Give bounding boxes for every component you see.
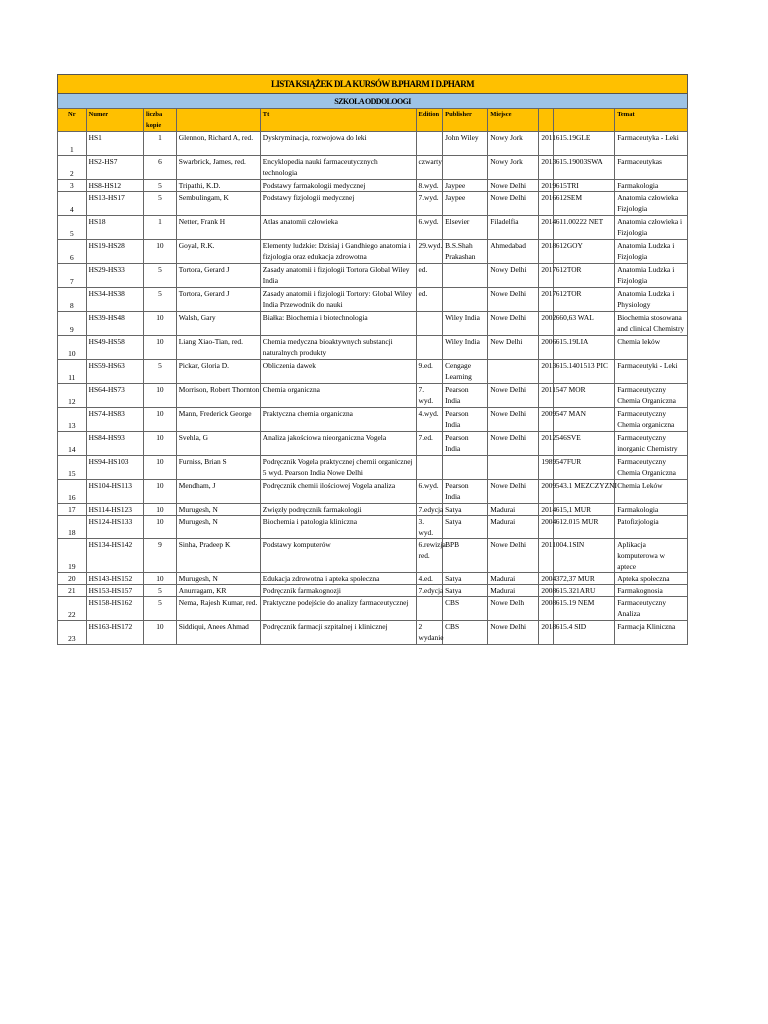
row-miejsce: Nowe Delhi: [488, 621, 539, 645]
table-row: [58, 216, 688, 240]
row-rok: 2004: [539, 516, 553, 539]
sheet-subtitle: SZKOLA ODDOLOOGI: [57, 93, 688, 108]
row-sygnatura2: 615.19GLE: [553, 132, 614, 156]
row-tytul: Podręcznik farmacji szpitalnej i klinicznej: [260, 621, 416, 645]
row-number: 16: [58, 480, 87, 504]
row-sygnatura2: 615,1 MUR: [553, 504, 614, 516]
row-sygnatura2: 547 MAN: [553, 408, 614, 432]
row-temat: Anatomia człowieka Fizjologia: [615, 192, 688, 216]
row-temat: Farmaceutyka - Leki: [615, 132, 688, 156]
row-edition: 29.wyd.: [416, 240, 443, 264]
row-rok: 2013: [539, 360, 553, 384]
row-publisher: Satya: [443, 516, 488, 539]
row-sygnatura2: 615.4 SID: [553, 621, 614, 645]
header-num: Nr: [58, 109, 87, 132]
row-publisher: John Wiley: [443, 132, 488, 156]
row-publisher: CBS: [443, 621, 488, 645]
table-row: [58, 516, 688, 539]
row-tytul: Edukacja zdrowotna i apteka społeczna: [260, 573, 416, 585]
row-sygnatura: HS104-HS113: [86, 480, 143, 504]
header-miejsce: Miejsce: [488, 109, 539, 132]
row-kopie: 10: [144, 312, 177, 336]
row-number: 8: [58, 288, 87, 312]
row-number: 9: [58, 312, 87, 336]
row-edition: [416, 132, 443, 156]
row-autor: Mann, Frederick George: [176, 408, 260, 432]
row-kopie: 10: [144, 408, 177, 432]
row-temat: Farmaceutyczny Chemia Organiczna: [615, 384, 688, 408]
row-miejsce: Nowe Delhi: [488, 384, 539, 408]
row-sygnatura: HS59-HS63: [86, 360, 143, 384]
row-autor: Sembulingam, K: [176, 192, 260, 216]
row-autor: Siddiqui, Anees Ahmad: [176, 621, 260, 645]
row-temat: Biochemia stosowana and clinical Chemistry: [615, 312, 688, 336]
row-miejsce: Filadelfia: [488, 216, 539, 240]
row-rok: 2014: [539, 216, 553, 240]
row-publisher: Satya: [443, 504, 488, 516]
header-kopie: liczba kopie: [144, 109, 177, 132]
row-miejsce: Madurai: [488, 585, 539, 597]
row-temat: Chemia leków: [615, 336, 688, 360]
row-publisher: Jaypee: [443, 192, 488, 216]
row-miejsce: Nowy Delhi: [488, 264, 539, 288]
row-number: 23: [58, 621, 87, 645]
row-edition: 7.edycja: [416, 585, 443, 597]
row-edition: 4.ed.: [416, 573, 443, 585]
row-sygnatura: HS124-HS133: [86, 516, 143, 539]
row-temat: Farmaceutyczny Chemia Organiczna: [615, 456, 688, 480]
row-sygnatura2: 615.321ARU: [553, 585, 614, 597]
table-row: [58, 180, 688, 192]
row-kopie: 1: [144, 216, 177, 240]
row-edition: 2 wydanie: [416, 621, 443, 645]
row-autor: Goyal, R.K.: [176, 240, 260, 264]
header-temat: Temat: [615, 109, 688, 132]
row-temat: Farmaceutyczny Chemia organiczna: [615, 408, 688, 432]
row-tytul: Podręcznik farmakognozji: [260, 585, 416, 597]
row-miejsce: [488, 360, 539, 384]
table-row: [58, 432, 688, 456]
table-row: [58, 621, 688, 645]
row-kopie: 5: [144, 288, 177, 312]
row-edition: [416, 456, 443, 480]
row-miejsce: Nowe Delhi: [488, 180, 539, 192]
table-row: [58, 480, 688, 504]
row-edition: 7.ed.: [416, 432, 443, 456]
row-sygnatura: HS39-HS48: [86, 312, 143, 336]
row-miejsce: Madurai: [488, 573, 539, 585]
row-autor: Furniss, Brian S: [176, 456, 260, 480]
row-sygnatura: HS49-HS58: [86, 336, 143, 360]
row-sygnatura: HS74-HS83: [86, 408, 143, 432]
row-kopie: 10: [144, 573, 177, 585]
row-number: 11: [58, 360, 87, 384]
row-number: 15: [58, 456, 87, 480]
row-tytul: Praktyczna chemia organiczna: [260, 408, 416, 432]
row-sygnatura2: 615TRI: [553, 180, 614, 192]
table-row: [58, 384, 688, 408]
row-sygnatura2: 612.015 MUR: [553, 516, 614, 539]
row-sygnatura: HS143-HS152: [86, 573, 143, 585]
row-autor: Morrison, Robert Thornton: [176, 384, 260, 408]
row-number: 4: [58, 192, 87, 216]
row-edition: 3. wyd.: [416, 516, 443, 539]
row-autor: Glennon, Richard A, red.: [176, 132, 260, 156]
header-rok: [539, 109, 553, 132]
table-row: [58, 240, 688, 264]
table-row: [58, 597, 688, 621]
row-sygnatura2: 615.1401513 PIC: [553, 360, 614, 384]
row-autor: Sinha, Pradeep K: [176, 539, 260, 573]
row-sygnatura2: 546SVE: [553, 432, 614, 456]
table-row: [58, 456, 688, 480]
row-kopie: 10: [144, 240, 177, 264]
row-sygnatura: HS8-HS12: [86, 180, 143, 192]
row-miejsce: Madurai: [488, 516, 539, 539]
row-autor: Tripathi, K.D.: [176, 180, 260, 192]
row-miejsce: Nowe Delhi: [488, 539, 539, 573]
row-tytul: Obliczenia dawek: [260, 360, 416, 384]
table-header-row: [58, 109, 688, 132]
row-tytul: Zwięzły podręcznik farmakologii: [260, 504, 416, 516]
table-row: [58, 504, 688, 516]
row-kopie: 10: [144, 516, 177, 539]
row-number: 21: [58, 585, 87, 597]
row-temat: Farmakologia: [615, 504, 688, 516]
row-sygnatura: HS34-HS38: [86, 288, 143, 312]
row-sygnatura: HS84-HS93: [86, 432, 143, 456]
row-temat: Farmaceutyczny inorganic Chemistry: [615, 432, 688, 456]
row-kopie: 10: [144, 480, 177, 504]
table-row: [58, 132, 688, 156]
row-publisher: BPB: [443, 539, 488, 573]
header-sygnatura: Numer: [86, 109, 143, 132]
row-sygnatura: HS158-HS162: [86, 597, 143, 621]
row-edition: 6.rewizja red.: [416, 539, 443, 573]
row-number: 18: [58, 516, 87, 539]
row-tytul: Elementy ludzkie: Dzisiaj i Gandhiego anatomia i fizjologia oraz edukacja zdrowotna: [260, 240, 416, 264]
table-row: [58, 312, 688, 336]
row-publisher: Pearson India: [443, 384, 488, 408]
row-autor: Svehla, G: [176, 432, 260, 456]
row-number: 19: [58, 539, 87, 573]
row-publisher: [443, 288, 488, 312]
table-row: [58, 539, 688, 573]
row-kopie: 10: [144, 336, 177, 360]
row-temat: Farmaceutyki - Leki: [615, 360, 688, 384]
row-tytul: Atlas anatomii człowieka: [260, 216, 416, 240]
row-kopie: 6: [144, 156, 177, 180]
row-number: 12: [58, 384, 87, 408]
row-publisher: [443, 456, 488, 480]
row-rok: 2008: [539, 597, 553, 621]
table-row: [58, 573, 688, 585]
row-tytul: Podręcznik Vogela praktycznej chemii organicznej 5 wyd. Pearson India Nowe Delhi: [260, 456, 416, 480]
row-kopie: 1: [144, 132, 177, 156]
row-kopie: 10: [144, 456, 177, 480]
row-sygnatura2: 612SEM: [553, 192, 614, 216]
row-miejsce: Nowy Jork: [488, 132, 539, 156]
row-number: 14: [58, 432, 87, 456]
row-rok: 2009: [539, 408, 553, 432]
row-rok: 2013: [539, 156, 553, 180]
row-number: 13: [58, 408, 87, 432]
row-autor: Swarbrick, James, red.: [176, 156, 260, 180]
row-kopie: 10: [144, 384, 177, 408]
row-sygnatura: HS2-HS7: [86, 156, 143, 180]
row-publisher: CBS: [443, 597, 488, 621]
row-tytul: Podręcznik chemii ilościowej Vogela analiza: [260, 480, 416, 504]
row-rok: 2018: [539, 621, 553, 645]
row-temat: Aplikacja komputerowa w aptece: [615, 539, 688, 573]
row-autor: Walsh, Gary: [176, 312, 260, 336]
table-row: [58, 360, 688, 384]
row-publisher: Pearson India: [443, 432, 488, 456]
row-temat: Farmakologia: [615, 180, 688, 192]
row-publisher: [443, 264, 488, 288]
row-miejsce: Nowe Delhi: [488, 312, 539, 336]
header-publisher: Publisher: [443, 109, 488, 132]
row-sygnatura2: 547 MOR: [553, 384, 614, 408]
table-row: [58, 585, 688, 597]
row-sygnatura2: 611.00222 NET: [553, 216, 614, 240]
row-sygnatura2: 615.19 NEM: [553, 597, 614, 621]
row-rok: 1989: [539, 456, 553, 480]
row-autor: Anurragam, KR: [176, 585, 260, 597]
row-rok: 2009: [539, 480, 553, 504]
row-sygnatura2: 660,63 WAL: [553, 312, 614, 336]
row-number: 2: [58, 156, 87, 180]
row-number: 6: [58, 240, 87, 264]
row-sygnatura: HS153-HS157: [86, 585, 143, 597]
row-tytul: Zasady anatomii i fizjologii Tortora Global Wiley India: [260, 264, 416, 288]
row-sygnatura: HS163-HS172: [86, 621, 143, 645]
row-edition: 7.wyd.: [416, 192, 443, 216]
row-miejsce: Ahmedabad: [488, 240, 539, 264]
row-miejsce: Nowe Delhi: [488, 408, 539, 432]
table-row: [58, 408, 688, 432]
row-rok: 2011: [539, 384, 553, 408]
row-tytul: Podstawy komputerów: [260, 539, 416, 573]
row-sygnatura2: 372,37 MUR: [553, 573, 614, 585]
row-sygnatura: HS1: [86, 132, 143, 156]
row-publisher: Cengage Learning: [443, 360, 488, 384]
row-rok: 2011: [539, 132, 553, 156]
row-number: 3: [58, 180, 87, 192]
row-rok: 2018: [539, 240, 553, 264]
row-sygnatura2: 615.19003SWA: [553, 156, 614, 180]
row-kopie: 5: [144, 585, 177, 597]
row-sygnatura: HS64-HS73: [86, 384, 143, 408]
row-autor: Murugesh, N: [176, 516, 260, 539]
row-temat: Anatomia człowieka i Fizjologia: [615, 216, 688, 240]
row-edition: ed.: [416, 264, 443, 288]
row-autor: Nema, Rajesh Kumar, red.: [176, 597, 260, 621]
row-temat: Anatomia Ludzka i Fizjologia: [615, 264, 688, 288]
row-publisher: Pearson India: [443, 408, 488, 432]
row-sygnatura2: 543.1 MEZCZYZNI: [553, 480, 614, 504]
row-number: 17: [58, 504, 87, 516]
row-number: 20: [58, 573, 87, 585]
row-tytul: Podstawy fizjologii medycznej: [260, 192, 416, 216]
row-publisher: Pearson India: [443, 480, 488, 504]
row-sygnatura2: 004.1SIN: [553, 539, 614, 573]
row-tytul: Podstawy farmakologii medycznej: [260, 180, 416, 192]
row-tytul: Zasady anatomii i fizjologii Tortory: Global Wiley India Przewodnik do nauki: [260, 288, 416, 312]
row-miejsce: Nowe Delh: [488, 597, 539, 621]
row-tytul: Encyklopedia nauki farmaceutycznych technologia: [260, 156, 416, 180]
row-edition: 7.edycja: [416, 504, 443, 516]
row-edition: 6.wyd.: [416, 216, 443, 240]
header-edition: Edition: [416, 109, 443, 132]
row-autor: Liang Xiao-Tian, red.: [176, 336, 260, 360]
row-autor: Murugesh, N: [176, 573, 260, 585]
row-publisher: Satya: [443, 573, 488, 585]
row-miejsce: [488, 456, 539, 480]
row-sygnatura: HS18: [86, 216, 143, 240]
row-tytul: Białka: Biochemia i biotechnologia: [260, 312, 416, 336]
row-edition: [416, 336, 443, 360]
row-tytul: Chemia medyczna bioaktywnych substancji naturalnych produkty: [260, 336, 416, 360]
row-kopie: 5: [144, 597, 177, 621]
row-edition: [416, 312, 443, 336]
row-miejsce: Nowe Delhi: [488, 192, 539, 216]
row-sygnatura2: 612TOR: [553, 264, 614, 288]
row-autor: Murugesh, N: [176, 504, 260, 516]
row-kopie: 5: [144, 264, 177, 288]
row-kopie: 10: [144, 504, 177, 516]
row-edition: 8.wyd.: [416, 180, 443, 192]
row-rok: 2008: [539, 585, 553, 597]
table-row: [58, 264, 688, 288]
row-kopie: 5: [144, 180, 177, 192]
row-publisher: B.S.Shah Prakashan: [443, 240, 488, 264]
row-kopie: 10: [144, 621, 177, 645]
row-number: 5: [58, 216, 87, 240]
row-temat: Farmaceutykas: [615, 156, 688, 180]
row-temat: Anatomia Ludzka i Physiology: [615, 288, 688, 312]
row-temat: Chemia Leków: [615, 480, 688, 504]
row-temat: Anatomia Ludzka i Fizjologia: [615, 240, 688, 264]
row-kopie: 5: [144, 360, 177, 384]
header-autor: [176, 109, 260, 132]
row-sygnatura2: 612GOY: [553, 240, 614, 264]
row-tytul: Praktyczne podejście do analizy farmaceutycznej: [260, 597, 416, 621]
row-tytul: Dyskryminacja, rozwojowa do leki: [260, 132, 416, 156]
row-tytul: Biochemia i patologia kliniczna: [260, 516, 416, 539]
row-sygnatura: HS13-HS17: [86, 192, 143, 216]
row-number: 10: [58, 336, 87, 360]
row-edition: 7. wyd.: [416, 384, 443, 408]
row-edition: 6.wyd.: [416, 480, 443, 504]
row-autor: Tortora, Gerard J: [176, 288, 260, 312]
row-number: 22: [58, 597, 87, 621]
row-sygnatura2: 612TOR: [553, 288, 614, 312]
row-miejsce: Nowy Jork: [488, 156, 539, 180]
table-row: [58, 336, 688, 360]
row-temat: Farmakognosia: [615, 585, 688, 597]
row-autor: Tortora, Gerard J: [176, 264, 260, 288]
row-publisher: Elsevier: [443, 216, 488, 240]
row-autor: Netter, Frank H: [176, 216, 260, 240]
row-edition: 4.wyd.: [416, 408, 443, 432]
row-autor: Mendham, J: [176, 480, 260, 504]
row-autor: Pickar, Gloria D.: [176, 360, 260, 384]
row-kopie: 9: [144, 539, 177, 573]
row-sygnatura: HS29-HS33: [86, 264, 143, 288]
sheet-title: LISTA KSIĄŻEK DLA KURSÓW B.PHARM I D.PHARM: [57, 74, 688, 93]
row-miejsce: Nowe Delhi: [488, 480, 539, 504]
row-sygnatura2: 547FUR: [553, 456, 614, 480]
row-sygnatura: HS94-HS103: [86, 456, 143, 480]
row-publisher: [443, 156, 488, 180]
row-publisher: Wiley India: [443, 336, 488, 360]
header-sygnatura2: [553, 109, 614, 132]
row-rok: 2004: [539, 573, 553, 585]
row-tytul: Chemia organiczna: [260, 384, 416, 408]
row-temat: Apteka społeczna: [615, 573, 688, 585]
row-sygnatura: HS19-HS28: [86, 240, 143, 264]
row-rok: 2019: [539, 180, 553, 192]
row-rok: 2017: [539, 288, 553, 312]
row-sygnatura2: 615.19LIA: [553, 336, 614, 360]
row-publisher: Satya: [443, 585, 488, 597]
row-edition: [416, 597, 443, 621]
row-temat: Patofizjologia: [615, 516, 688, 539]
row-rok: 2016: [539, 192, 553, 216]
header-tytul: Tt: [260, 109, 416, 132]
row-temat: Farmaceutyczny Analiza: [615, 597, 688, 621]
row-rok: 2006: [539, 336, 553, 360]
row-kopie: 5: [144, 192, 177, 216]
row-miejsce: Madurai: [488, 504, 539, 516]
book-list-sheet: [57, 74, 688, 645]
row-edition: ed.: [416, 288, 443, 312]
row-sygnatura: HS114-HS123: [86, 504, 143, 516]
row-edition: czwarty: [416, 156, 443, 180]
row-sygnatura: HS134-HS142: [86, 539, 143, 573]
row-rok: 2012: [539, 432, 553, 456]
row-rok: 2014: [539, 504, 553, 516]
row-number: 7: [58, 264, 87, 288]
row-miejsce: New Delhi: [488, 336, 539, 360]
table-row: [58, 192, 688, 216]
row-publisher: Wiley India: [443, 312, 488, 336]
row-temat: Farmacja Kliniczna: [615, 621, 688, 645]
table-row: [58, 156, 688, 180]
row-kopie: 10: [144, 432, 177, 456]
row-rok: 2002: [539, 312, 553, 336]
row-tytul: Analiza jakościowa nieorganiczna Vogela: [260, 432, 416, 456]
row-rok: 2017: [539, 264, 553, 288]
book-table: [57, 108, 688, 645]
table-row: [58, 288, 688, 312]
row-miejsce: Nowe Delhi: [488, 432, 539, 456]
row-miejsce: Nowe Delhi: [488, 288, 539, 312]
row-edition: 9.ed.: [416, 360, 443, 384]
row-number: 1: [58, 132, 87, 156]
row-rok: 2011: [539, 539, 553, 573]
row-publisher: Jaypee: [443, 180, 488, 192]
